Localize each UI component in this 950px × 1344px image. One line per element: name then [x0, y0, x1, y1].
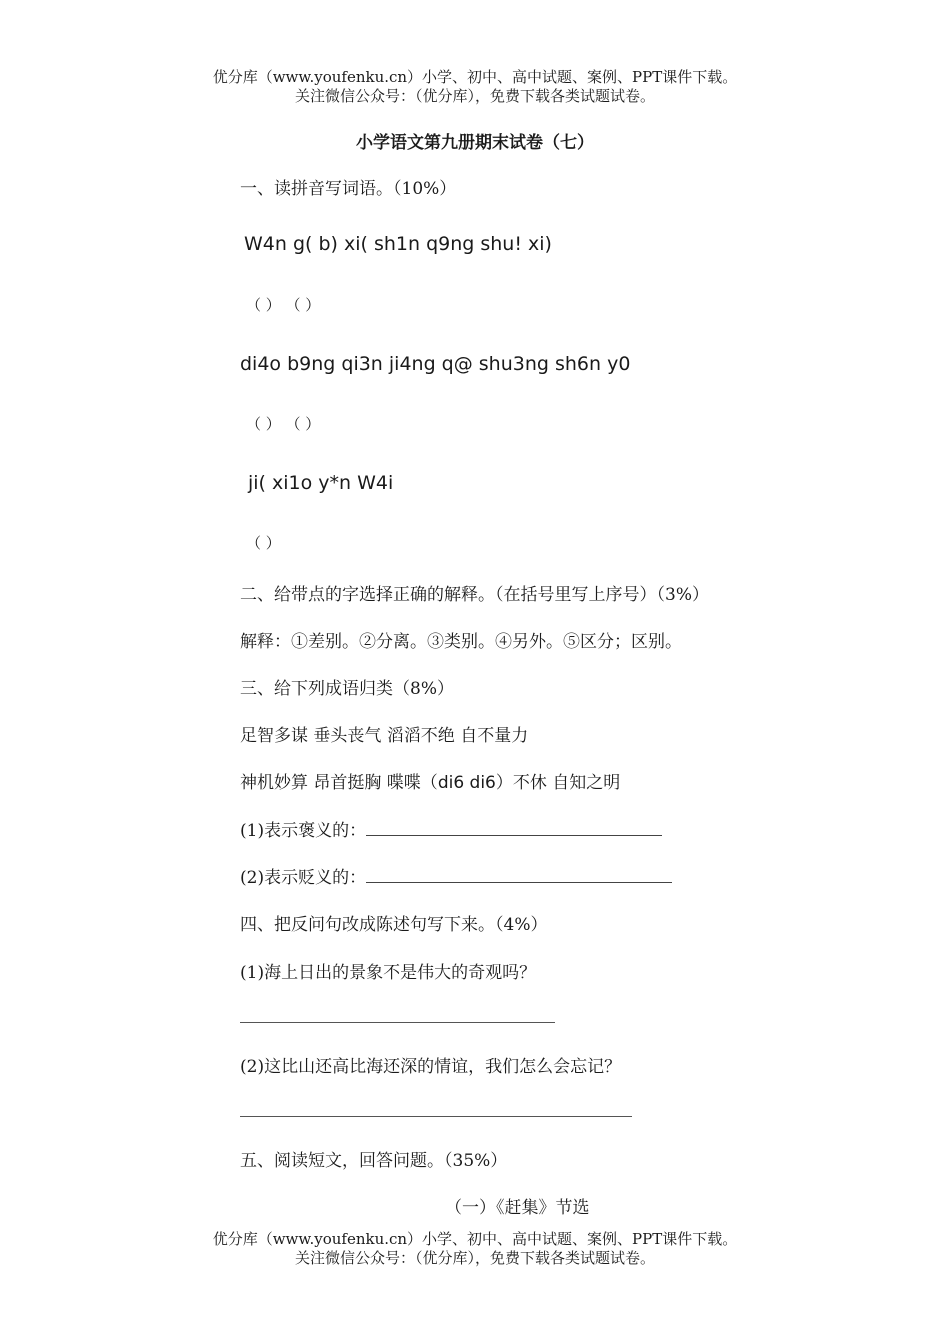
answer-line-q2[interactable]: [240, 1116, 632, 1117]
pinyin-row-1: W4n g( b) xi( sh1n q9ng shu! xi): [244, 233, 552, 255]
answer-parens-row-1[interactable]: （ ） （ ）: [246, 296, 321, 314]
idioms-row-1: 足智多谋 垂头丧气 滔滔不绝 自不量力: [240, 726, 529, 746]
section5-heading: 五、阅读短文，回答问题。（35%）: [240, 1151, 508, 1171]
answer-parens-row-3[interactable]: （ ）: [246, 534, 281, 552]
pinyin-row-2: di4o b9ng qi3n ji4ng q@ shu3ng sh6n y0: [240, 353, 631, 375]
rhetorical-question-2: (2)这比山还高比海还深的情谊，我们怎么会忘记？: [240, 1057, 622, 1077]
section3-heading: 三、给下列成语归类（8%）: [240, 679, 454, 699]
rhetorical-question-1: (1)海上日出的景象不是伟大的奇观吗？: [240, 963, 537, 983]
idioms-row-2-part-b: ）不休 自知之明: [495, 773, 621, 793]
idioms-row-2-pinyin: di6 di6: [437, 773, 496, 793]
derogatory-item: [240, 863, 672, 888]
page-title: 小学语文第九册期末试卷（七）: [356, 133, 594, 153]
footer-line-1: 优分库（www.youfenku.cn）小学、初中、高中试题、案例、PPT课件下载。: [212, 1230, 738, 1248]
answer-line-q1[interactable]: [240, 1022, 555, 1023]
header-line-1: 优分库（www.youfenku.cn）小学、初中、高中试题、案例、PPT课件下载。: [212, 68, 738, 86]
commendatory-item: [240, 816, 662, 841]
reading-passage-title: （一）《赶集》节选: [445, 1198, 590, 1218]
section2-heading: 二、给带点的字选择正确的解释。（在括号里写上序号）（3%）: [240, 585, 709, 605]
derogatory-answer-line[interactable]: [366, 867, 672, 883]
header-line-2: 关注微信公众号：（优分库），免费下载各类试题试卷。: [294, 87, 655, 105]
derogatory-label: (2)表示贬义的：: [240, 868, 367, 888]
idioms-row-2-part-a: 神机妙算 昂首挺胸 喋喋（: [240, 773, 438, 793]
commendatory-answer-line[interactable]: [366, 820, 662, 836]
commendatory-label: (1)表示褒义的：: [240, 821, 367, 841]
section4-heading: 四、把反问句改成陈述句写下来。（4%）: [240, 915, 548, 935]
section1-heading: 一、读拼音写词语。（10%）: [240, 179, 457, 199]
section2-explanations: 解释：①差别。②分离。③类别。④另外。⑤区分；区别。: [240, 632, 682, 652]
pinyin-row-3: ji( xi1o y*n W4i: [248, 472, 394, 494]
answer-parens-row-2[interactable]: （ ） （ ）: [246, 415, 321, 433]
idioms-row-2: [240, 768, 620, 793]
footer-line-2: 关注微信公众号：（优分库），免费下载各类试题试卷。: [294, 1249, 655, 1267]
